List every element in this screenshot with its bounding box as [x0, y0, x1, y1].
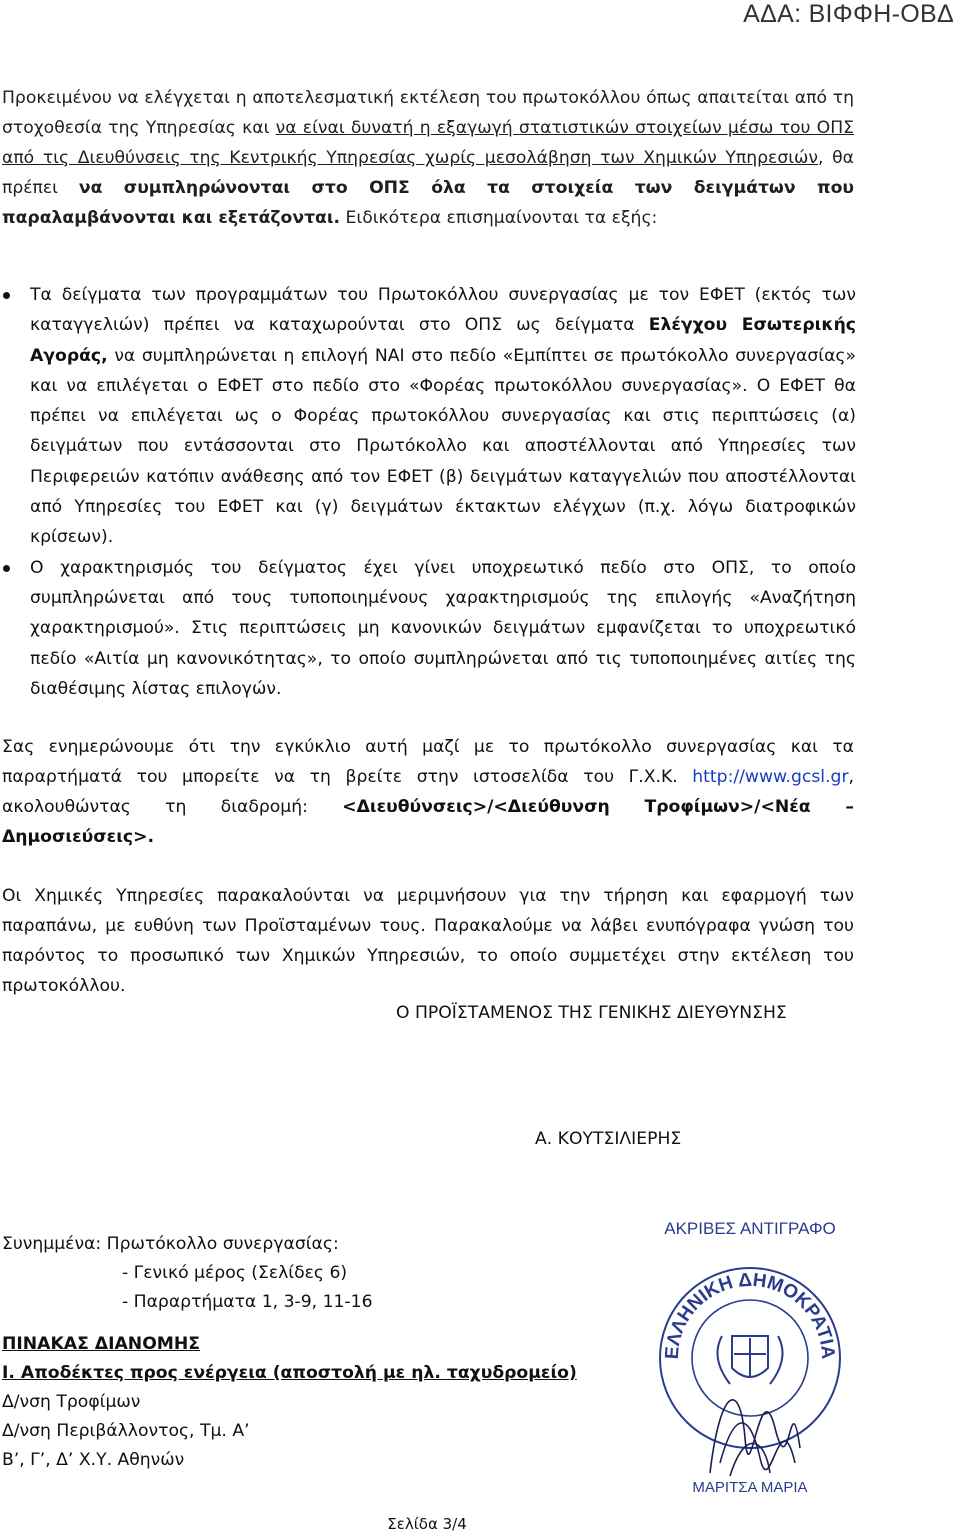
bullet2-text: Ο χαρακτηρισμός του δείγματος έχει γίνει υποχρεωτικό πεδίο στο ΟΠΣ, το οποίο συμπληρώνεται από τους τυποποιημένους χαρακτηρισμούς της επιλογής «Αναζήτηση χαρακτηρισμού». Στις περιπτώσεις μη κανονικών δειγμάτων εμφανίζεται το υποχρεωτικό πεδίο «Αιτία μη κανονικότητας», το οποίο συμπληρώνεται από τις τυποποιημένες αιτίες της διαθέσιμης λίστας επιλογών.: [30, 557, 856, 699]
page-number: Σελίδα 3/4: [387, 1515, 467, 1533]
stamp-name-text: ΜΑΡΙΤΣΑ ΜΑΡΙΑ: [692, 1479, 808, 1496]
attachment-item: - Παραρτήματα 1, 3-9, 11-16: [122, 1292, 373, 1312]
distribution-title: ΠΙΝΑΚΑΣ ΔΙΑΝΟΜΗΣ: [2, 1334, 201, 1354]
attachments-block: [2, 1230, 373, 1317]
website-text-a: Σας ενημερώνουμε ότι την εγκύκλιο αυτή μαζί με το πρωτόκολλο συνεργασίας και τα παραρτήματά του μπορείτε να τη βρείτε στην ιστοσελίδα του Γ.Χ.Κ.: [2, 737, 854, 787]
official-stamp: [650, 1208, 850, 1498]
attachments-label: Συνημμένα: Πρωτόκολλο συνεργασίας:: [2, 1234, 339, 1254]
intro-paragraph: [2, 83, 854, 233]
stamp-top-text: ΑΚΡΙΒΕΣ ΑΝΤΙΓΡΑΦΟ: [664, 1219, 836, 1238]
signature-scribble: [710, 1400, 800, 1476]
intro-text-c: , θα πρέπει: [2, 148, 854, 198]
intro-text-underlined: να είναι δυνατή η εξαγωγή στατιστικών στοιχείων μέσω του ΟΠΣ από τις Διευθύνσεις της Κεντρικής Υπηρεσίας χωρίς μεσολάβηση των Χημικών Υπηρεσιών: [2, 118, 854, 168]
bullet1-text-a: Τα δείγματα των προγραμμάτων του Πρωτοκόλλου συνεργασίας με τον ΕΦΕΤ (εκτός των καταγγελιών) πρέπει να καταχωρούνται στο ΟΠΣ ως δείγματα: [30, 285, 856, 336]
stamp-ring-text: ΕΛΛΗΝΙΚΗ ΔΗΜΟΚΡΑΤΙΑ: [661, 1269, 839, 1360]
signatory-name: Α. ΚΟΥΤΣΙΛΙΕΡΗΣ: [535, 1129, 682, 1149]
intro-text-a: Προκειμένου να ελέγχεται η αποτελεσματική εκτέλεση του πρωτοκόλλου όπως απαιτείται από τη στοχοθεσία της Υπηρεσίας και: [2, 88, 854, 138]
website-paragraph: [2, 732, 854, 852]
list-item: [0, 280, 856, 553]
distribution-block: [2, 1330, 577, 1475]
distribution-item: Β’, Γ’, Δ’ Χ.Υ. Αθηνών: [2, 1450, 185, 1470]
ada-code: ΑΔΑ: ΒΙΦΦΗ-ΟΒΔ: [743, 0, 954, 28]
intro-text-e: Ειδικότερα επισημαίνονται τα εξής:: [340, 208, 658, 228]
distribution-subtitle: Ι. Αποδέκτες προς ενέργεια (αποστολή με ηλ. ταχυδρομείο): [2, 1363, 577, 1383]
website-text-b: , ακολουθώντας τη διαδρομή:: [2, 767, 854, 817]
bullet1-text-bold: Ελέγχου Εσωτερικής Αγοράς,: [30, 315, 856, 366]
website-path-bold: <Διευθύνσεις>/<Διεύθυνση Τροφίμων>/<Νέα – Δημοσιεύσεις>.: [2, 797, 854, 847]
coat-of-arms-icon: [718, 1336, 783, 1384]
list-item: [0, 553, 856, 704]
signatory-title: Ο ΠΡΟΪΣΤΑΜΕΝΟΣ ΤΗΣ ΓΕΝΙΚΗΣ ΔΙΕΥΘΥΝΣΗΣ: [396, 1003, 787, 1023]
intro-text-bold: να συμπληρώνονται στο ΟΠΣ όλα τα στοιχεία των δειγμάτων που παραλαμβάνονται και εξετάζονται.: [2, 178, 854, 228]
closing-paragraph: Οι Χημικές Υπηρεσίες παρακαλούνται να μεριμνήσουν για την τήρηση και εφαρμογή των παραπάνω, με ευθύνη των Προϊσταμένων τους. Παρακαλούμε να λάβει ενυπόγραφα γνώση του παρόντος το προσωπικό των Χημικών Υπηρεσιών, το οποίο συμμετέχει στην εκτέλεση του πρωτοκόλλου.: [2, 886, 854, 996]
attachment-item: - Γενικό μέρος (Σελίδες 6): [122, 1263, 348, 1283]
bullet1-text-c: να συμπληρώνεται η επιλογή ΝΑΙ στο πεδίο «Εμπίπτει σε πρωτόκολλο συνεργασίας» και να επιλέγεται ο ΕΦΕΤ στο πεδίο στο «Φορέας πρωτοκόλλου συνεργασίας». Ο ΕΦΕΤ θα πρέπει να επιλέγεται ως ο Φορέας πρωτοκόλλου συνεργασίας και στις περιπτώσεις (α) δειγμάτων που εντάσσονται στο Πρωτόκολλο και αποστέλλονται από Υπηρεσίες των Περιφερειών κατόπιν ανάθεσης από τον ΕΦΕΤ (β) δειγμάτων καταγγελιών που αποστέλλονται από Υπηρεσίες του ΕΦΕΤ και (γ) δειγμάτων έκτακτων ελέγχων (π.χ. λόγω διατροφικών κρίσεων).: [30, 345, 856, 548]
distribution-item: Δ/νση Περιβάλλοντος, Τμ. Α’: [2, 1421, 250, 1441]
instructions-list: [0, 280, 856, 704]
distribution-item: Δ/νση Τροφίμων: [2, 1392, 141, 1412]
gcsl-link[interactable]: http://www.gcsl.gr: [692, 767, 849, 787]
